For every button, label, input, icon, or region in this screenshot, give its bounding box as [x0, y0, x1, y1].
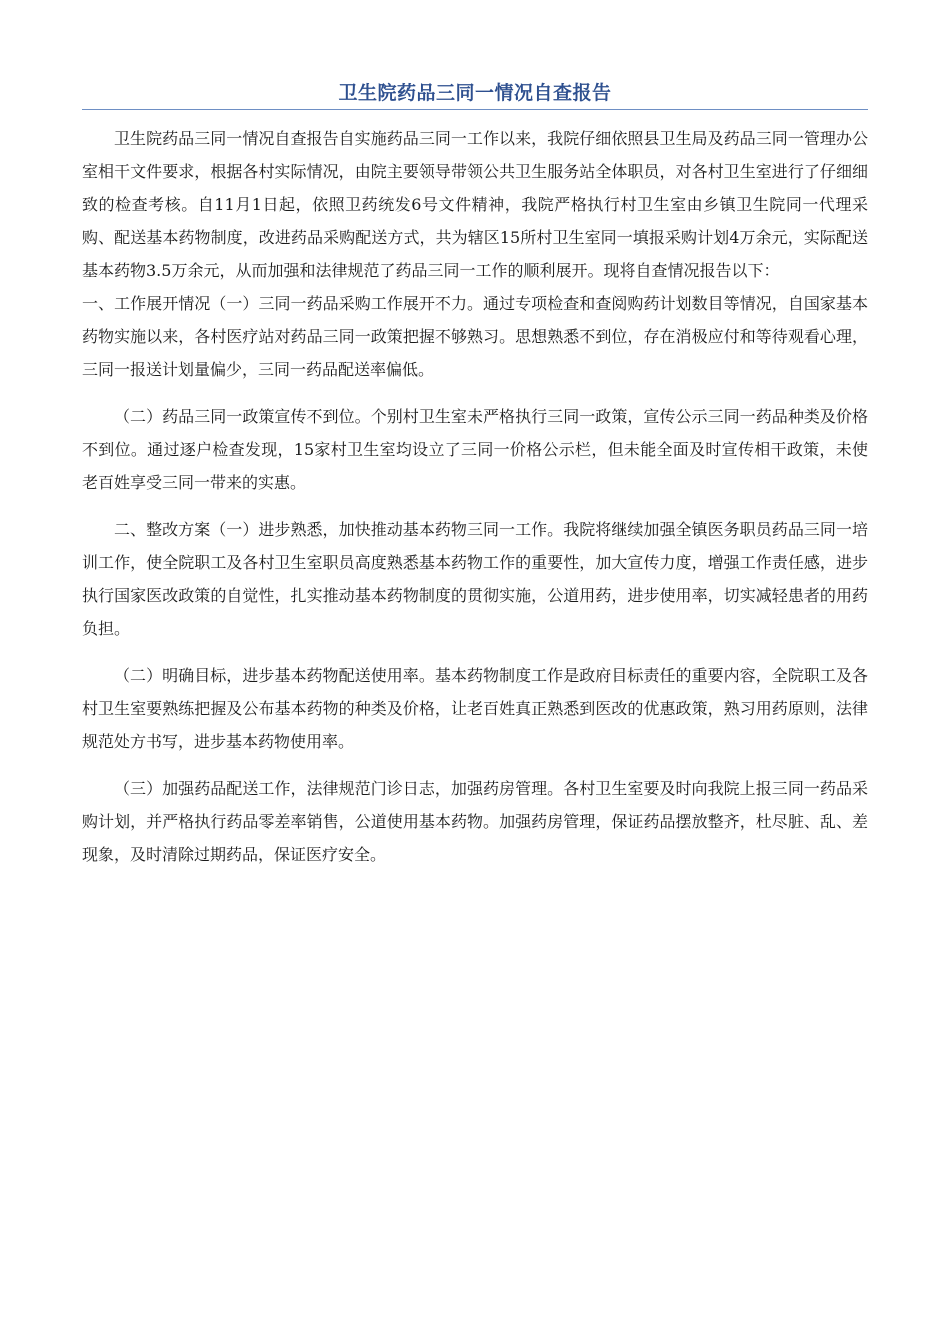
document-title: 卫生院药品三同一情况自查报告: [338, 82, 612, 104]
paragraph-section-two-part-three: （三）加强药品配送工作，法律规范门诊日志，加强药房管理。各村卫生室要及时向我院上报三同一药品采购计划，并严格执行药品零差率销售，公道使用基本药物。加强药房管理，保证药品摆放整齐，杜尽脏、乱、差现象，及时清除过期药品，保证医疗安全。: [82, 779, 868, 864]
title-underline: [82, 109, 868, 110]
paragraph-section-one-part-one: 一、工作展开情况（一）三同一药品采购工作展开不力。通过专项检查和查阅购药计划数目等情况，自国家基本药物实施以来，各村医疗站对药品三同一政策把握不够熟习。思想熟悉不到位，存在消极应付和等待观看心理，三同一报送计划量偏少，三同一药品配送率偏低。: [82, 294, 868, 379]
paragraph-section-two-part-two: （二）明确目标，进步基本药物配送使用率。基本药物制度工作是政府目标责任的重要内容，全院职工及各村卫生室要熟练把握及公布基本药物的种类及价格，让老百姓真正熟悉到医改的优惠政策，熟习用药原则，法律规范处方书写，进步基本药物使用率。: [82, 666, 868, 751]
paragraph-section-two-part-one: 二、整改方案（一）进步熟悉，加快推动基本药物三同一工作。我院将继续加强全镇医务职员药品三同一培训工作，使全院职工及各村卫生室职员高度熟悉基本药物工作的重要性，加大宣传力度，增强工作责任感，进步执行国家医改政策的自觉性，扎实推动基本药物制度的贯彻实施，公道用药，进步使用率，切实减轻患者的用药负担。: [82, 520, 868, 638]
document-page: [82, 78, 868, 871]
paragraph-intro: 卫生院药品三同一情况自查报告自实施药品三同一工作以来，我院仔细依照县卫生局及药品三同一管理办公室相干文件要求，根据各村实际情况，由院主要领导带领公共卫生服务站全体职员，对各村卫生室进行了仔细细致的检查考核。自11月1日起，依照卫药统发6号文件精神，我院严格执行村卫生室由乡镇卫生院同一代理采购、配送基本药物制度，改进药品采购配送方式，共为辖区15所村卫生室同一填报采购计划4万余元，实际配送基本药物3.5万余元，从而加强和法律规范了药品三同一工作的顺利展开。现将自查情况报告以下：: [82, 129, 868, 280]
document-body: [82, 122, 868, 871]
paragraph-section-one-part-two: （二）药品三同一政策宣传不到位。个别村卫生室未严格执行三同一政策，宣传公示三同一药品种类及价格不到位。通过逐户检查发现，15家村卫生室均设立了三同一价格公示栏，但未能全面及时宣传相干政策，未使老百姓享受三同一带来的实惠。: [82, 407, 868, 492]
